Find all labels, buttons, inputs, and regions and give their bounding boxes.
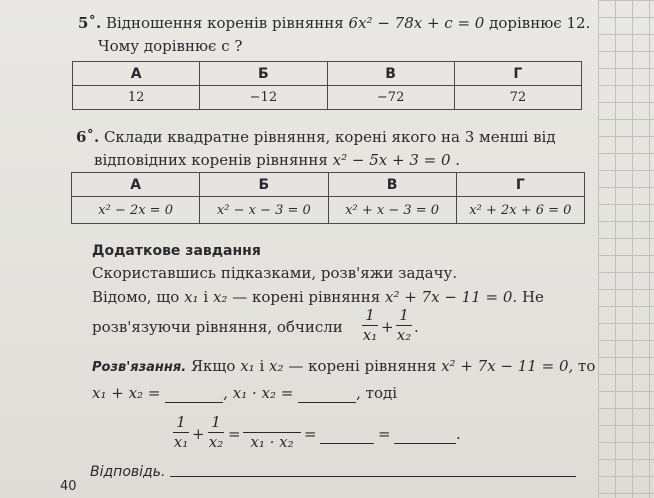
option-a-value[interactable]: 12: [73, 86, 200, 110]
answer-field[interactable]: [170, 476, 576, 477]
option-header-b: Б: [200, 62, 327, 86]
solution-line1: Розв'язання. Якщо x₁ і x₂ — корені рівняння x² + 7x − 11 = 0, то: [92, 357, 596, 375]
task6-options-table: [71, 172, 585, 224]
option-header-a: А: [73, 62, 200, 86]
task6-text: Склади квадратне рівняння, корені якого на 3 менші від: [103, 128, 556, 146]
answer-label: Відповідь.: [90, 464, 166, 480]
step1-answer-field[interactable]: [320, 425, 374, 444]
option-header-a: А: [72, 173, 200, 197]
option-v-value[interactable]: −72: [327, 86, 454, 110]
task6-number: 6: [76, 128, 87, 146]
task5-equation: 6x² − 78x + c = 0: [348, 14, 485, 32]
extra-equation: x² + 7x − 11 = 0.: [384, 288, 518, 306]
workbook-page: 5˚. Відношення коренів рівняння 6x² − 78x + c = 0 дорівнює 12. Чому дорівнює c ? А Б В Г 12 −12 −72 72 6˚. Склади квадратне рівняння, корені якого на 3 менші від відповідних коренів рівняння x² − 5x + 3 = 0 . А Б В Г x² − 2x = 0 x² − x − 3 = 0 x² + x − 3 = 0 x² + 2x + 6 = 0 Додаткове завдання Скориставшись підказками, розв'яжи задачу. Відомо, що x₁ і x₂ — корені рівняння x² + 7x − 11 = 0. Не розв'язуючи рівняння, обчисли 1 x₁ + 1 x₂ . Розв'язання. Якщо x₁ і x₂ — корені рівняння x² + 7x − 11 = 0, то x₁ + x₂ = , x₁ · x₂ = , тоді 1 x₁ + 1 x₂ = x₁ · x₂ = = . Відповідь. 40: [0, 0, 654, 498]
sum-answer-field[interactable]: [165, 384, 223, 403]
task6-line1: 6˚. Склади квадратне рівняння, корені якого на 3 менші від: [76, 128, 556, 146]
fraction-1-over-x1: 1 x₁: [173, 413, 189, 451]
step2-answer-field[interactable]: [394, 425, 456, 444]
option-a-value[interactable]: x² − 2x = 0: [72, 197, 200, 224]
option-header-b: Б: [200, 173, 328, 197]
task5-text-post: дорівнює 12.: [489, 14, 591, 32]
option-header-g: Г: [454, 62, 581, 86]
extra-line3: розв'язуючи рівняння, обчисли: [92, 318, 343, 336]
option-g-value[interactable]: 72: [454, 86, 581, 110]
page-number: 40: [60, 479, 77, 494]
solution-label: Розв'язання.: [92, 360, 187, 375]
fraction-1-over-x2: 1 x₂: [396, 306, 412, 344]
extra-line1: Скориставшись підказками, розв'яжи задачу.: [92, 264, 458, 282]
option-header-g: Г: [456, 173, 584, 197]
task5-options-table: [72, 61, 582, 110]
task5-text: Відношення коренів рівняння: [105, 14, 344, 32]
option-b-value[interactable]: x² − x − 3 = 0: [200, 197, 328, 224]
task6-line2: відповідних коренів рівняння x² − 5x + 3 = 0 .: [94, 151, 461, 169]
extra-line2: Відомо, що x₁ і x₂ — корені рівняння x² + 7x − 11 = 0. Не: [92, 288, 544, 306]
fraction-1-over-x2: 1 x₂: [208, 413, 224, 451]
option-b-value[interactable]: −12: [200, 86, 327, 110]
task5-line1: 5˚. Відношення коренів рівняння 6x² − 78x + c = 0 дорівнює 12.: [78, 14, 591, 32]
fraction-blank-over-product[interactable]: x₁ · x₂: [243, 414, 301, 451]
option-g-value[interactable]: x² + 2x + 6 = 0: [456, 197, 584, 224]
task6-equation: x² − 5x + 3 = 0 .: [332, 151, 461, 169]
option-header-v: В: [328, 173, 456, 197]
task5-question: Чому дорівнює c ?: [98, 37, 243, 55]
option-v-value[interactable]: x² + x − 3 = 0: [328, 197, 456, 224]
fraction-1-over-x1: 1 x₁: [362, 306, 378, 344]
extra-title: Додаткове завдання: [92, 243, 261, 259]
product-answer-field[interactable]: [298, 384, 356, 403]
option-header-v: В: [327, 62, 454, 86]
solution-line2: x₁ + x₂ = , x₁ · x₂ = , тоді: [92, 384, 398, 402]
grid-margin: [598, 0, 654, 498]
task5-number: 5: [78, 14, 89, 32]
